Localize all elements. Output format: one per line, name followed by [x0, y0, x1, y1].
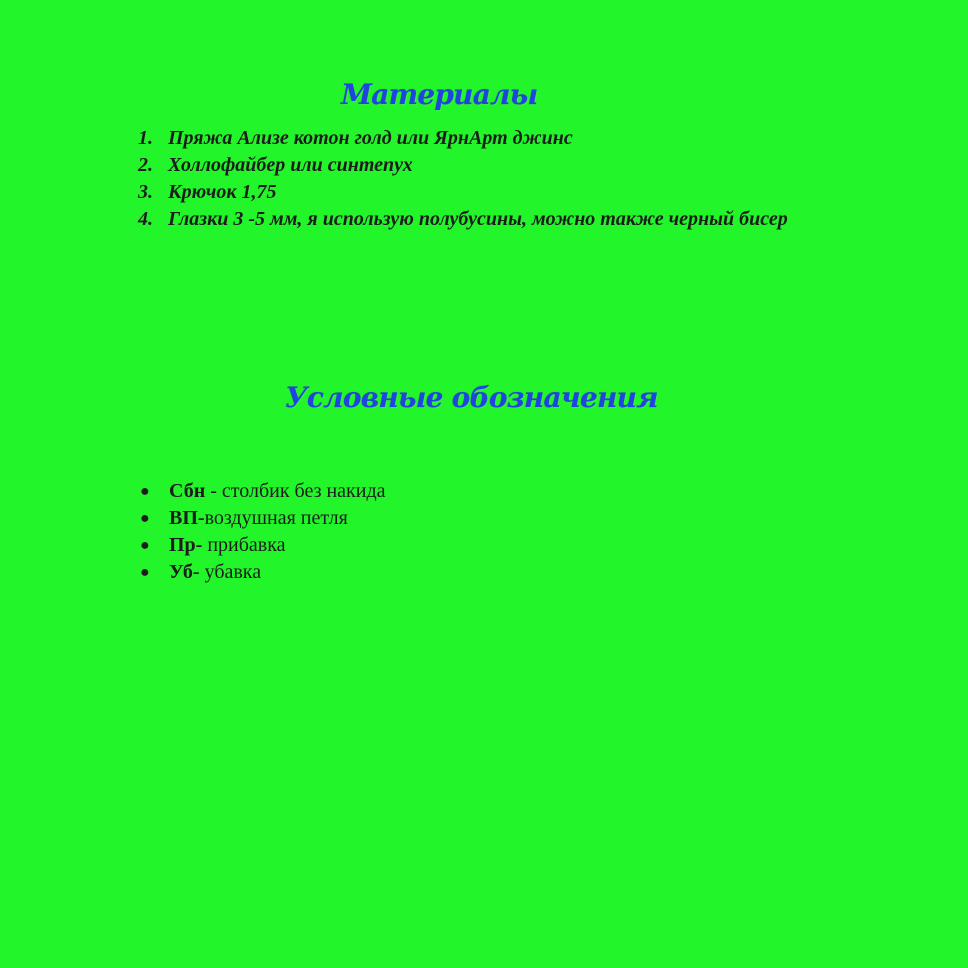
bullet-icon: ●	[140, 483, 150, 500]
bullet-icon: ●	[140, 537, 150, 554]
materials-item-number: 2.	[138, 154, 153, 176]
materials-item-number: 4.	[138, 208, 153, 230]
legend-description: прибавка	[202, 534, 286, 556]
legend-description: воздушная петля	[204, 507, 348, 529]
materials-item-number: 3.	[138, 181, 153, 203]
legend-item	[140, 478, 386, 505]
legend-term: Уб-	[169, 561, 200, 583]
legend-list	[140, 478, 386, 586]
legend-term: Сбн	[169, 480, 206, 502]
legend-description: - столбик без накида	[205, 480, 386, 502]
materials-list	[138, 125, 828, 233]
materials-item-number: 1.	[138, 127, 153, 149]
bullet-icon: ●	[140, 564, 150, 581]
legend-term: Пр-	[169, 534, 203, 556]
materials-item	[138, 152, 828, 179]
materials-item-text: Пряжа Ализе котон голд или ЯрнАрт джинс	[168, 127, 573, 149]
legend-term: ВП-	[169, 507, 205, 529]
materials-item-text: Глазки 3 -5 мм, я использую полубусины, можно также черный бисер	[168, 208, 788, 230]
legend-description: убавка	[199, 561, 262, 583]
materials-item	[138, 179, 828, 206]
materials-title: Материалы	[341, 78, 538, 111]
bullet-icon: ●	[140, 510, 150, 527]
materials-item-text: Холлофайбер или синтепух	[168, 154, 413, 176]
legend-item	[140, 505, 386, 532]
materials-item	[138, 125, 828, 152]
legend-title: Условные обозначения	[285, 381, 658, 414]
materials-item-text: Крючок 1,75	[168, 181, 277, 203]
materials-item	[138, 206, 828, 233]
legend-item	[140, 559, 386, 586]
legend-item	[140, 532, 386, 559]
